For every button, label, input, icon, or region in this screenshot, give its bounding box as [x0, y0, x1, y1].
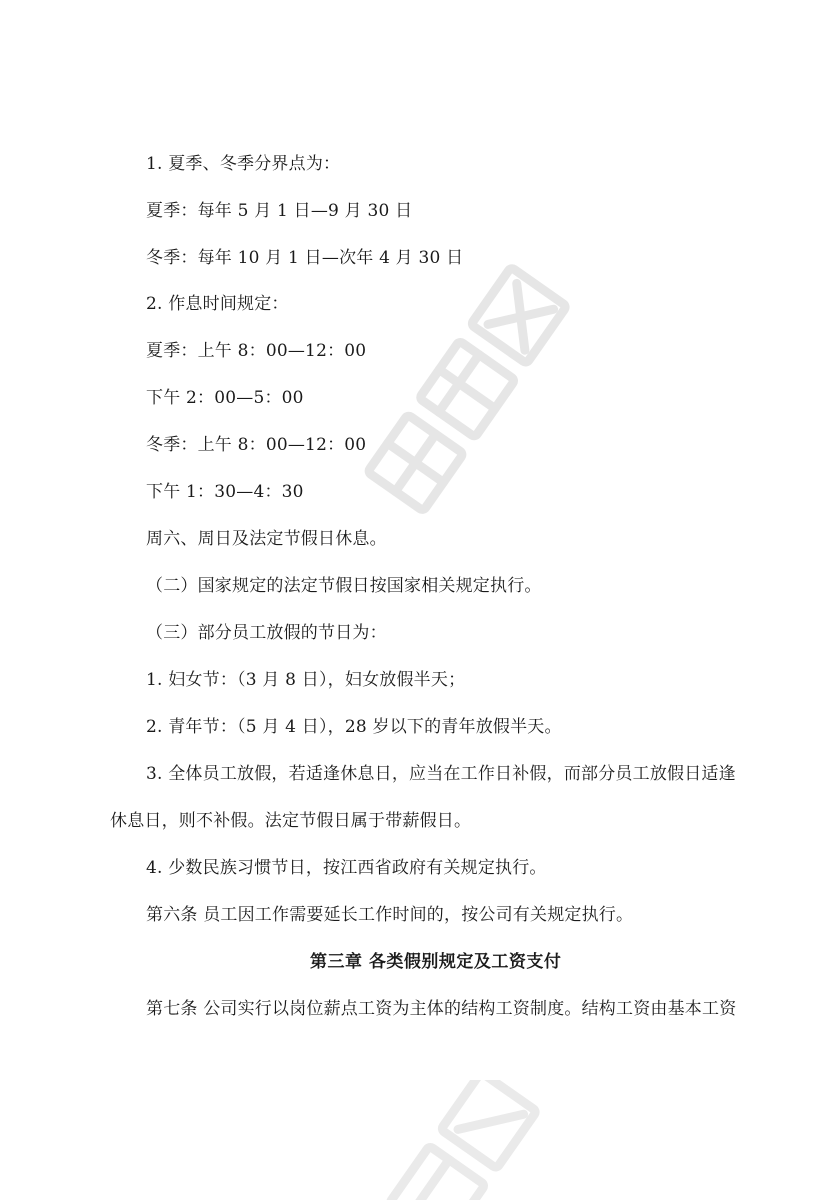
summer-morning-hours: 夏季：上午 8：00—12：00: [146, 341, 367, 361]
watermark-logo-partial: [330, 1080, 550, 1200]
section-2-statutory-holidays: （二）国家规定的法定节假日按国家相关规定执行。: [146, 576, 542, 596]
list-item-ethnic-festivals: 4. 少数民族习惯节日，按江西省政府有关规定执行。: [146, 858, 547, 878]
list-item-womens-day: 1. 妇女节：（3 月 8 日），妇女放假半天；: [146, 670, 466, 690]
list-item-youth-day: 2. 青年节：（5 月 4 日），28 岁以下的青年放假半天。: [146, 717, 562, 737]
list-item-schedule: 2. 作息时间规定：: [146, 294, 289, 314]
list-item-compensation-para: 3. 全体员工放假，若适逢休息日，应当在工作日补假，而部分员工放假日适逢: [146, 764, 736, 784]
winter-dates: 冬季：每年 10 月 1 日—次年 4 月 30 日: [146, 248, 464, 268]
weekend-rest: 周六、周日及法定节假日休息。: [146, 529, 387, 549]
winter-morning-hours: 冬季：上午 8：00—12：00: [146, 435, 367, 455]
article-6: 第六条 员工因工作需要延长工作时间的，按公司有关规定执行。: [146, 905, 634, 925]
chapter-3-heading: 第三章 各类假别规定及工资支付: [310, 952, 562, 972]
section-3-partial-holidays: （三）部分员工放假的节日为：: [146, 623, 387, 643]
summer-dates: 夏季：每年 5 月 1 日—9 月 30 日: [146, 201, 413, 221]
winter-afternoon-hours: 下午 1：30—4：30: [146, 482, 304, 502]
article-7: 第七条 公司实行以岗位薪点工资为主体的结构工资制度。结构工资由基本工资: [146, 999, 737, 1019]
watermark-bottom: [330, 1080, 550, 1200]
summer-afternoon-hours: 下午 2：00—5：00: [146, 388, 304, 408]
watermark-center: [360, 235, 580, 535]
watermark-logo: [360, 235, 580, 535]
compensation-para-continued: 休息日，则不补假。法定节假日属于带薪假日。: [110, 811, 472, 831]
list-item-season-boundary: 1. 夏季、冬季分界点为：: [146, 154, 341, 174]
